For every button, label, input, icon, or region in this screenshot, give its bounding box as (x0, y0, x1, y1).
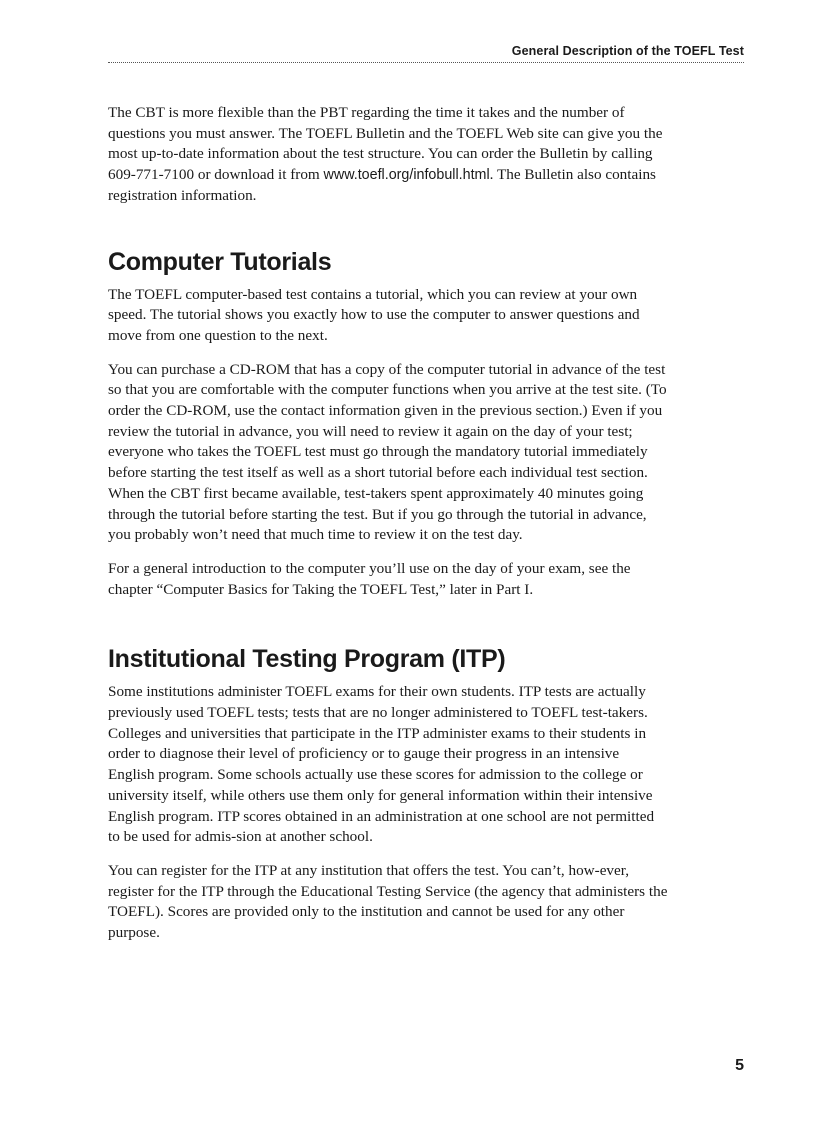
tutorials-paragraph-1: The TOEFL computer-based test contains a tutorial, which you can review at your own speed. The tutorial shows you exactly how to use the computer to answer questions and move from one question to the next. (108, 285, 640, 344)
running-header-title: General Description of the TOEFL Test (511, 44, 744, 58)
intro-text-after-url: . The Bulletin also contains registration information. (108, 166, 656, 204)
section-heading-computer-tutorials: Computer Tutorials (108, 247, 332, 276)
itp-paragraph-1: Some institutions administer TOEFL exams for their own students. ITP tests are actually previously used TOEFL tests; tests that are no longer administered to TOEFL test-takers. Colleges and universities that participate in the ITP administer exams to their students in order to diagnose their level of proficiency or to gauge their progress in an intensive English program. Some schools actually use these scores for admission to the college or university itself, while others use them only for general information within their intensive English program. ITP scores obtained in an administration at one school are not permitted to be used for admis-sion at another school. (108, 683, 655, 846)
header-rule (108, 62, 744, 63)
tutorials-paragraph-2: You can purchase a CD-ROM that has a copy of the computer tutorial in advance of the test so that you are comfortable with the computer functions when you arrive at the test site. (To order the CD-ROM, use the contact information given in the previous section.) Even if you review the tutorial in advance, you will need to review it again on the day of your test; everyone who takes the TOEFL test must go through the mandatory tutorial immediately before starting the test itself as well as a short tutorial before each individual test section. When the CBT first became available, test-takers spent approximately 40 minutes going through the tutorial before starting the test. But if you go through the tutorial in advance, you probably won’t need that much time to review it on the test day. (108, 360, 667, 544)
intro-text-before-url: The CBT is more flexible than the PBT regarding the time it takes and the number of questions you must answer. The TOEFL Bulletin and the TOEFL Web site can give you the most up-to-date information about the test structure. You can order the Bulletin by calling 609-771-7100 or download it from (108, 104, 663, 184)
itp-paragraph-2: You can register for the ITP at any institution that offers the test. You can’t, how-ever, register for the ITP through the Educational Testing Service (the agency that administers the TOEFL). Scores are provided only to the institution and cannot be used for any other purpose. (108, 861, 668, 942)
intro-paragraph (108, 103, 668, 207)
bulletin-url: www.toefl.org/infobull.html (323, 167, 490, 184)
tutorials-paragraph-3: For a general introduction to the computer you’ll use on the day of your exam, see the chapter “Computer Basics for Taking the TOEFL Test,” later in Part I. (108, 559, 631, 598)
page-body (108, 103, 668, 957)
section-heading-itp: Institutional Testing Program (ITP) (108, 645, 506, 674)
page-number: 5 (735, 1057, 744, 1074)
